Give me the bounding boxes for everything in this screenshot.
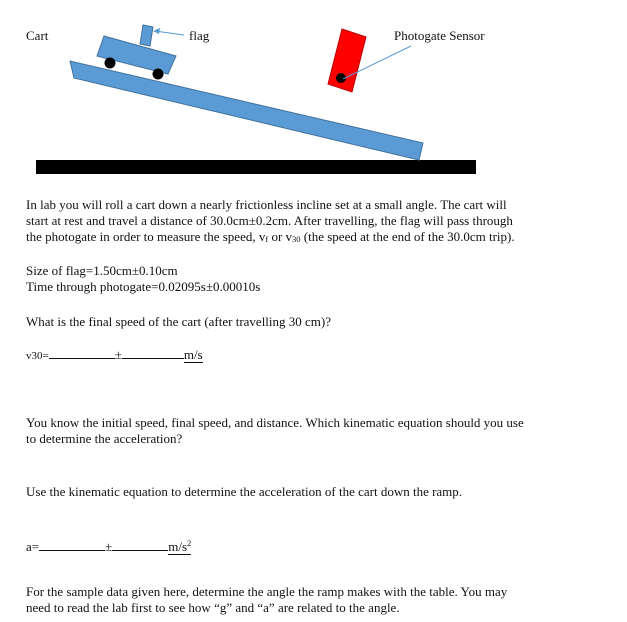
sensor-label: Photogate Sensor — [394, 28, 485, 43]
photogate-sensor — [328, 29, 366, 92]
photogate-time-text: Time through photogate=0.02095s±0.00010s — [26, 279, 261, 294]
question-kinematic-equation: You know the initial speed, final speed, and distance. Which kinematic equation should you use to determine the acceleration? — [26, 415, 524, 446]
answer-line-speed — [26, 347, 586, 364]
question-final-speed: What is the final speed of the cart (after travelling 30 cm)? — [26, 314, 332, 329]
speed-answer-prefix: v30= — [26, 350, 49, 362]
speed-uncertainty-blank[interactable] — [122, 347, 184, 359]
question-ramp-angle: For the sample data given here, determine the angle the ramp makes with the table. You may need to read the lab first to see how “g” and “a” are related to the angle. — [26, 584, 508, 615]
table-bar — [36, 160, 476, 174]
intro-paragraph — [26, 197, 586, 247]
cart-label: Cart — [26, 28, 49, 43]
accel-uncertainty-blank[interactable] — [112, 539, 168, 551]
accel-answer-prefix: a= — [26, 539, 40, 554]
accel-unit: $m/s^2$ — [168, 538, 192, 554]
given-data — [26, 263, 586, 295]
ramp — [70, 61, 423, 160]
accel-pm-symbol: ± — [105, 539, 113, 554]
answer-line-acceleration — [26, 535, 586, 555]
intro-line-1: In lab you will roll a cart down a nearly frictionless incline set at a small angle. The cart will — [26, 197, 507, 212]
speed-value-blank[interactable] — [49, 347, 115, 359]
intro-line-3: the photogate in order to measure the speed, vf or v30 (the speed at the end of the 30.0cm trip). — [26, 229, 515, 244]
question-acceleration: Use the kinematic equation to determine the acceleration of the cart down the ramp. — [26, 484, 463, 499]
intro-line-2: start at rest and travel a distance of 30.0cm±0.2cm. After travelling, the flag will pass through — [26, 213, 513, 228]
cart-wheel-rear — [153, 69, 164, 80]
cart-wheel-front — [105, 58, 116, 69]
flag-size-text: Size of flag=1.50cm±0.10cm — [26, 263, 178, 278]
flag — [140, 25, 153, 46]
flag-pointer-arrowhead — [153, 28, 160, 34]
speed-pm-symbol: ± — [114, 347, 122, 362]
speed-unit: m/s — [183, 347, 203, 362]
accel-value-blank[interactable] — [39, 539, 105, 551]
cart-ramp-diagram — [0, 0, 627, 190]
flag-label: flag — [189, 28, 210, 43]
